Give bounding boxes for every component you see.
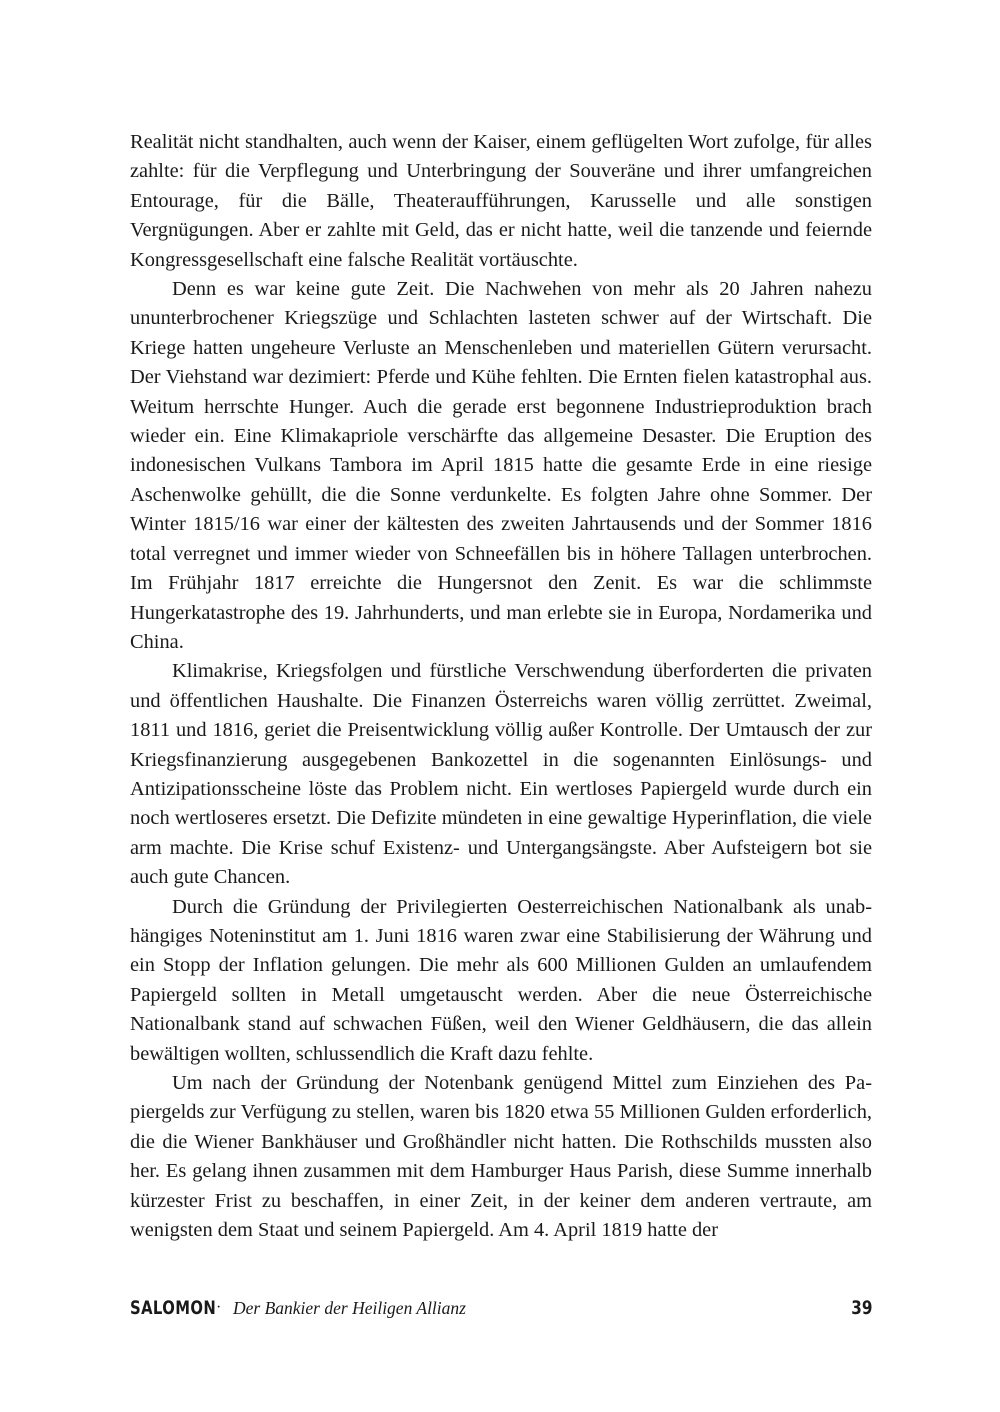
footer-separator: · xyxy=(216,1299,222,1316)
paragraph-2: Denn es war keine gute Zeit. Die Nachwehen von mehr als 20 Jahren nahezu ununterbrochener Kriegszüge und Schlachten lasteten schwer auf der Wirtschaft. Die Kriege hatten ungeheure Verluste an Menschenleben und materiellen Gütern verursacht. Der Viehstand war dezimiert: Pferde und Kühe fehlten. Die Ernten fielen katastrophal aus. Weitum herrschte Hunger. Auch die gerade erst begonnene Industrieproduktion brach wieder ein. Eine Klimakapriole verschärfte das allgemeine Desaster. Die Eruption des indonesischen Vulkans Tambora im April 1815 hatte die gesamte Erde in eine riesige Aschenwolke gehüllt, die die Sonne verdunkelte. Es folgten Jahre ohne Sommer. Der Winter 1815/16 war einer der kältesten des zweiten Jahrtausends und der Sommer 1816 total verregnet und immer wieder von Schneefällen bis in höhere Tallagen unterbrochen. Im Frühjahr 1817 erreichte die Hungersnot den Zenit. Es war die schlimmste Hungerkatastrophe des 19. Jahrhunderts, und man erlebte sie in Europa, Nordamerika und China. xyxy=(130,278,872,653)
paragraph-5: Um nach der Gründung der Notenbank genügend Mittel zum Einziehen des Papiergelds zur Verfügung zu stellen, waren bis 1820 etwa 55 Millionen Gulden erforderlich, die die Wiener Bankhäuser und Großhändler nicht hatten. Die Rothschilds mussten also her. Es gelang ihnen zusammen mit dem Hamburger Haus Parish, diese Summe innerhalb kürzester Frist zu beschaffen, in einer Zeit, in der keiner dem anderen vertraute, am wenigsten dem Staat und seinem Papiergeld. Am 4. April 1819 hatte der xyxy=(130,1072,872,1242)
footer-book-title: SALOMON xyxy=(130,1297,217,1319)
footer-book-subtitle: Der Bankier der Heiligen Allianz xyxy=(233,1298,466,1318)
page-footer xyxy=(130,1293,872,1323)
body-text xyxy=(130,128,872,1245)
paragraph-3: Klimakrise, Kriegsfolgen und fürstliche Verschwendung überforderten die privaten und öffentlichen Haushalte. Die Finanzen Österreichs waren völlig zerrüttet. Zweimal, 1811 und 1816, geriet die Preisentwicklung völlig außer Kontrolle. Der Umtausch der zur Kriegsfinanzierung ausgegebenen Bankozettel in die sogenannten Einlösungs- und Antizipationsscheine löste das Problem nicht. Ein wertloses Papiergeld wurde durch ein noch wertloseres ersetzt. Die Defizite mündeten in eine gewaltige Hyperinflation, die viele arm machte. Die Krise schuf Existenz- und Untergangsängste. Aber Aufsteigern bot sie auch gute Chancen. xyxy=(130,660,872,889)
page-number: 39 xyxy=(850,1297,872,1319)
paragraph-1: Realität nicht standhalten, auch wenn der Kaiser, einem geflügelten Wort zufolge, für alles zahlte: für die Verpflegung und Unterbringung der Souveräne und ihrer umfangreichen Entourage, für die Bälle, Theateraufführungen, Karusselle und alle sonstigen Vergnügungen. Aber er zahlte mit Geld, das er nicht hatte, weil die tanzende und feiernde Kongressgesellschaft eine falsche Realität vortäuschte. xyxy=(130,131,872,271)
paragraph-4: Durch die Gründung der Privilegierten Oesterreichischen Nationalbank als unabhängiges Noteninstitut am 1. Juni 1816 waren zwar eine Stabilisierung der Währung und ein Stopp der Inflation gelungen. Die mehr als 600 Millionen Gulden an umlaufendem Papiergeld sollten in Metall umgetauscht werden. Aber die neue Österreichische Nationalbank stand auf schwachen Füßen, weil den Wiener Geldhäusern, die das allein bewältigen wollten, schlussendlich die Kraft dazu fehlte. xyxy=(130,895,872,1065)
